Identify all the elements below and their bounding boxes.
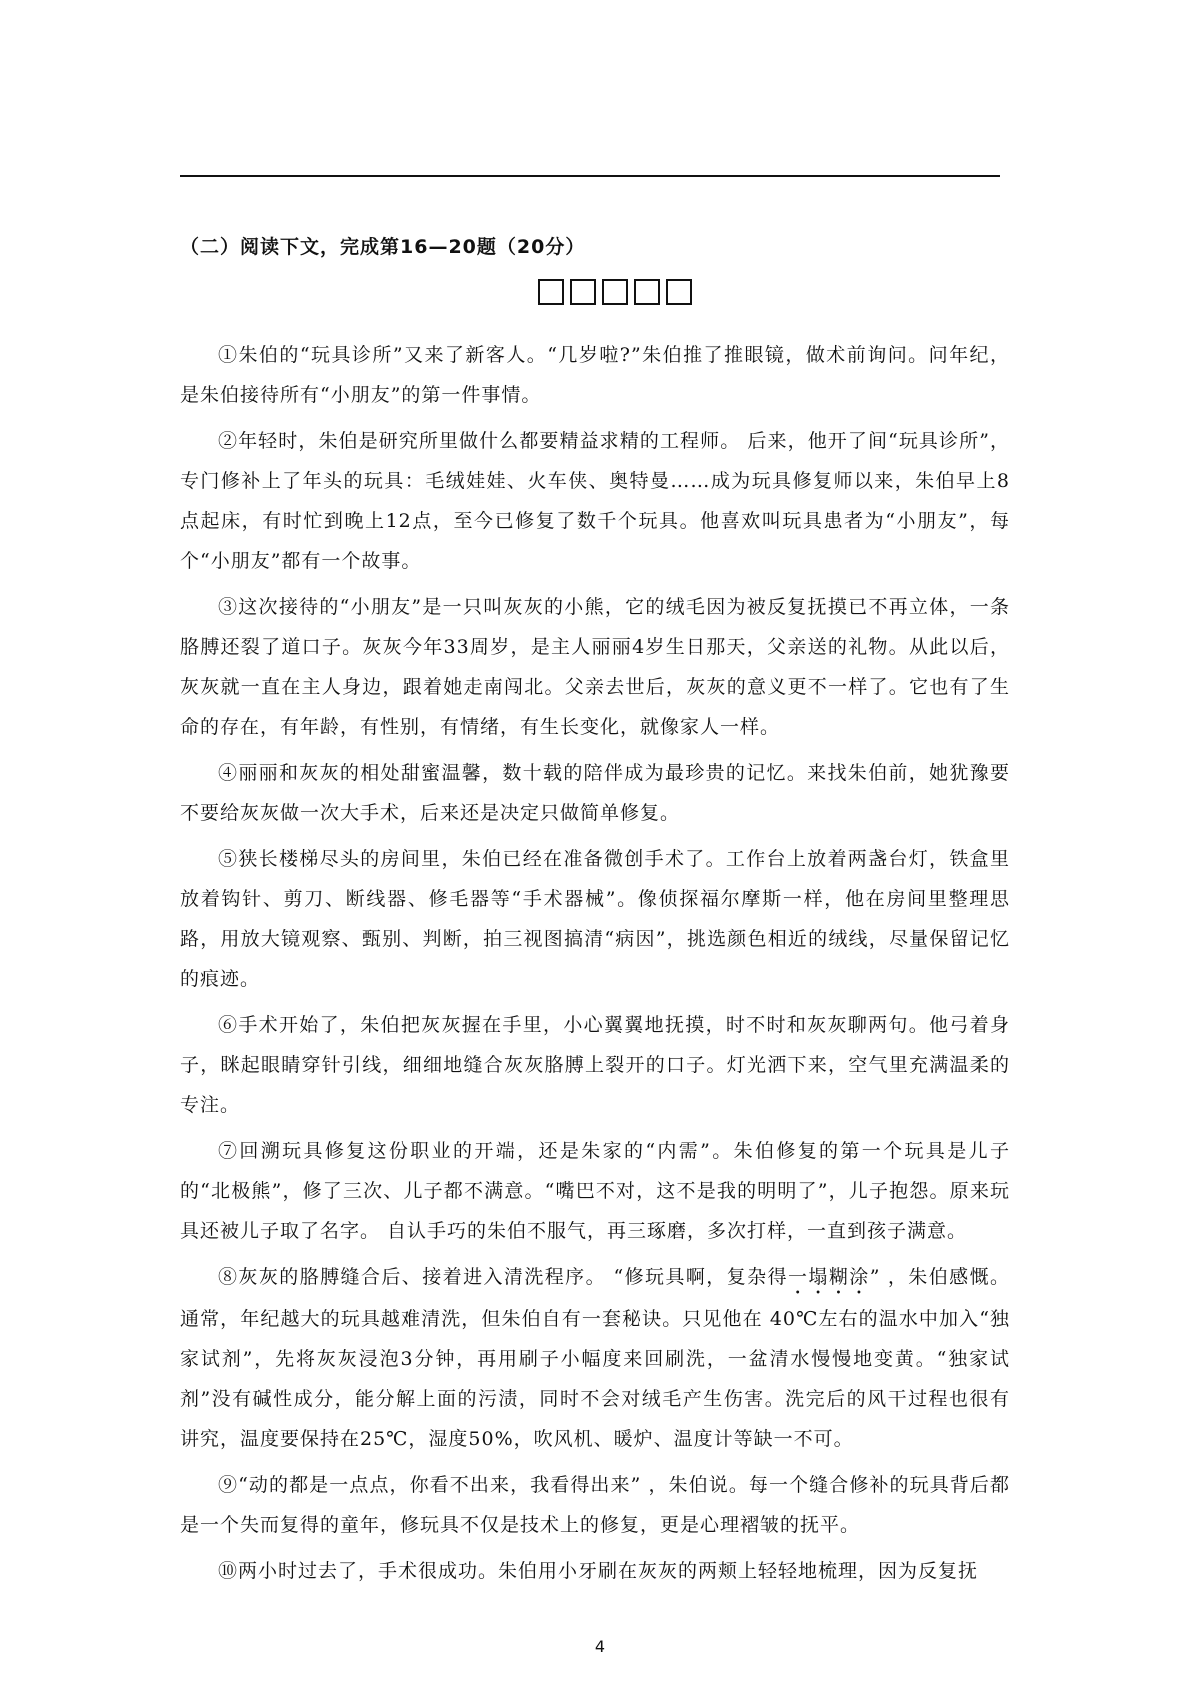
paragraph-8-before: ⑧灰灰的胳膊缝合后、接着进入清洗程序。 “修玩具啊，复杂得 <box>218 1266 788 1288</box>
paragraph-1: ①朱伯的“玩具诊所”又来了新客人。“几岁啦?”朱伯推了推眼镜，做术前询问。问年纪，是朱伯接待所有“小朋友”的第一件事情。 <box>180 344 1010 406</box>
paragraph-3: ③这次接待的“小朋友”是一只叫灰灰的小熊，它的绒毛因为被反复抚摸已不再立体，一条胳膊还裂了道口子。灰灰今年33周岁，是主人丽丽4岁生日那天，父亲送的礼物。从此以后，灰灰就一直在主人身边，跟着她走南闯北。父亲去世后，灰灰的意义更不一样了。它也有了生命的存在，有年龄，有性别，有情绪，有生长变化，就像家人一样。 <box>180 596 1010 738</box>
section-heading: （二）阅读下文，完成第16—20题（20分） <box>180 236 586 258</box>
paragraph-8 <box>180 1257 1010 1459</box>
article-body <box>180 335 1010 1597</box>
title-box <box>602 279 628 305</box>
paragraph-5: ⑤狭长楼梯尽头的房间里，朱伯已经在准备微创手术了。工作台上放着两盏台灯，铁盒里放着钩针、剪刀、断线器、修毛器等“手术器械”。像侦探福尔摩斯一样，他在房间里整理思路，用放大镜观察、甄别、判断，拍三视图搞清“病因”，挑选颜色相近的绒线，尽量保留记忆的痕迹。 <box>180 848 1010 990</box>
paragraph-4: ④丽丽和灰灰的相处甜蜜温馨，数十载的陪伴成为最珍贵的记忆。来找朱伯前，她犹豫要不要给灰灰做一次大手术，后来还是决定只做简单修复。 <box>180 762 1010 824</box>
title-box <box>538 279 564 305</box>
paragraph-7: ⑦回溯玩具修复这份职业的开端，还是朱家的“内需”。朱伯修复的第一个玩具是儿子的“北极熊”，修了三次、儿子都不满意。“嘴巴不对，这不是我的明明了”，儿子抱怨。原来玩具还被儿子取了名字。 自认手巧的朱伯不服气，再三琢磨，多次打样，一直到孩子满意。 <box>180 1140 1010 1242</box>
top-rule <box>180 175 1000 177</box>
paragraph-2: ②年轻时，朱伯是研究所里做什么都要精益求精的工程师。 后来，他开了间“玩具诊所”，专门修补上了年头的玩具：毛绒娃娃、火车侠、奥特曼……成为玩具修复师以来，朱伯早上8点起床，有时忙到晚上12点，至今已修复了数千个玩具。他喜欢叫玩具患者为“小朋友”，每个“小朋友”都有一个故事。 <box>180 430 1010 572</box>
title-box <box>570 279 596 305</box>
article-title-placeholder <box>538 279 692 305</box>
paragraph-9: ⑨“动的都是一点点，你看不出来，我看得出来” ，朱伯说。每一个缝合修补的玩具背后都是一个失而复得的童年，修玩具不仅是技术上的修复，更是心理褶皱的抚平。 <box>180 1474 1010 1536</box>
page-number: 4 <box>594 1637 606 1656</box>
title-box <box>666 279 692 305</box>
paragraph-6: ⑥手术开始了，朱伯把灰灰握在手里，小心翼翼地抚摸，时不时和灰灰聊两句。他弓着身子，眯起眼睛穿针引线，细细地缝合灰灰胳膊上裂开的口子。灯光洒下来，空气里充满温柔的专注。 <box>180 1014 1010 1116</box>
title-box <box>634 279 660 305</box>
paragraph-10: ⑩两小时过去了，手术很成功。朱伯用小牙刷在灰灰的两颊上轻轻地梳理，因为反复抚 <box>218 1560 979 1582</box>
emphasized-phrase: 一塌糊涂 <box>788 1266 870 1288</box>
paragraph-8-after: ” ，朱伯感慨。通常，年纪越大的玩具越难清洗，但朱伯自有一套秘诀。只见他在 40℃左右的温水中加入“独家试剂”，先将灰灰浸泡3分钟，再用刷子小幅度来回刷洗，一盆清水慢慢地变黄。“独家试剂”没有碱性成分，能分解上面的污渍，同时不会对绒毛产生伤害。洗完后的风干过程也很有讲究，温度要保持在25℃，湿度50%，吹风机、暖炉、温度计等缺一不可。 <box>180 1266 1010 1450</box>
